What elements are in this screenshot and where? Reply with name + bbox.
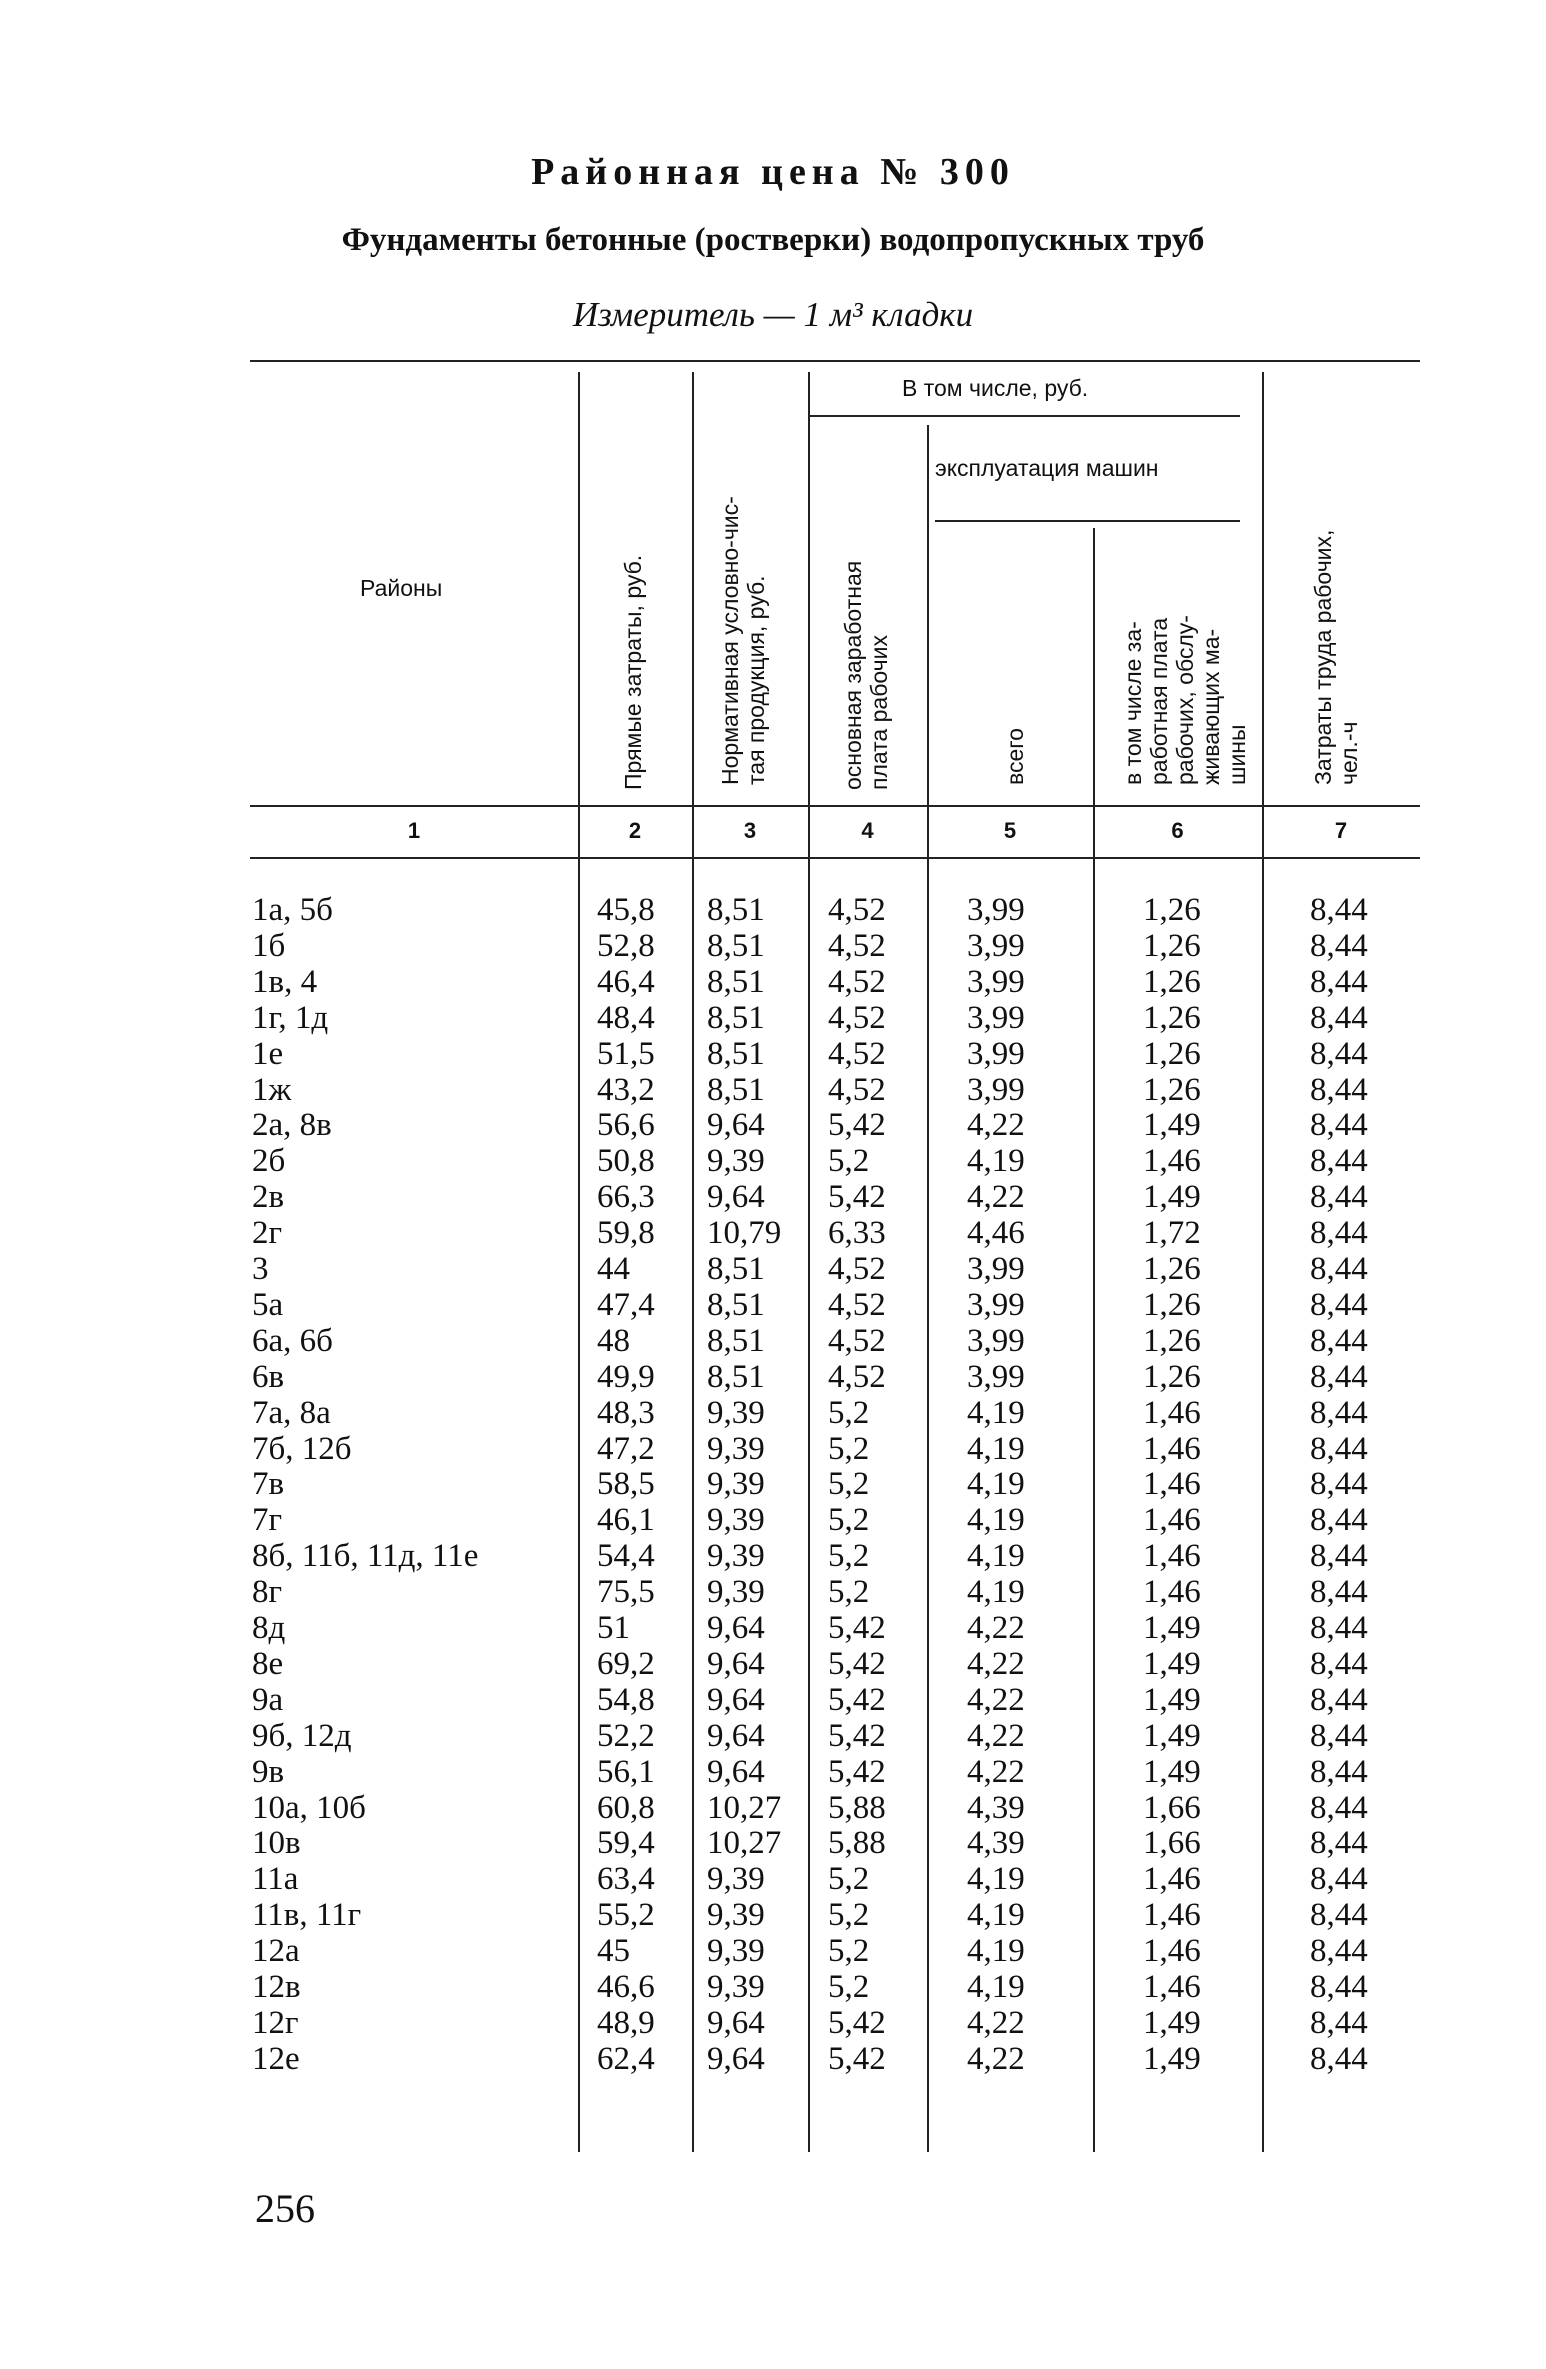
cell-labor-costs: 8,44 <box>1310 1681 1368 1718</box>
cell-region: 1е <box>252 1035 284 1072</box>
cell-labor-costs: 8,44 <box>1310 999 1368 1036</box>
cell-direct-costs: 54,8 <box>597 1681 655 1718</box>
col-divider-5 <box>1093 528 1095 2152</box>
cell-base-wage: 4,52 <box>828 963 886 1000</box>
cell-base-wage: 5,42 <box>828 1717 886 1754</box>
cell-labor-costs: 8,44 <box>1310 1071 1368 1108</box>
numbers-bottom-rule <box>250 857 1420 859</box>
cell-base-wage: 5,88 <box>828 1789 886 1826</box>
cell-machine-total: 4,22 <box>967 2004 1025 2041</box>
cell-machine-wage: 1,66 <box>1143 1789 1201 1826</box>
cell-labor-costs: 8,44 <box>1310 1286 1368 1323</box>
cell-machine-total: 3,99 <box>967 892 1025 928</box>
cell-region: 6в <box>252 1358 285 1395</box>
col-number-5: 5 <box>1003 818 1017 843</box>
header-including: В том числе, руб. <box>902 375 1089 401</box>
header-labor-costs: Затраты труда рабочих, чел.-ч <box>1310 529 1362 785</box>
cell-labor-costs: 8,44 <box>1310 1394 1368 1431</box>
cell-base-wage: 4,52 <box>828 1251 886 1287</box>
cell-machine-wage: 1,49 <box>1143 1107 1201 1144</box>
cell-region: 2б <box>252 1143 286 1180</box>
cell-machine-wage: 1,26 <box>1143 1322 1201 1359</box>
cell-region: 5а <box>252 1286 284 1323</box>
cell-machine-wage: 1,26 <box>1143 927 1201 964</box>
cell-labor-costs: 8,44 <box>1310 2040 1368 2077</box>
cell-net-product: 9,39 <box>707 1538 765 1575</box>
cell-net-product: 9,39 <box>707 1394 765 1431</box>
cell-direct-costs: 48,9 <box>597 2004 655 2041</box>
cell-region: 2а, 8в <box>252 1107 332 1144</box>
cell-machine-total: 3,99 <box>967 1071 1025 1108</box>
cell-net-product: 10,79 <box>707 1215 782 1252</box>
cell-net-product: 8,51 <box>707 1358 765 1395</box>
cell-machine-total: 4,19 <box>967 1394 1025 1431</box>
cell-labor-costs: 8,44 <box>1310 2004 1368 2041</box>
cell-machine-wage: 1,66 <box>1143 1825 1201 1862</box>
cell-labor-costs: 8,44 <box>1310 1466 1368 1503</box>
cell-machine-total: 4,19 <box>967 1502 1025 1539</box>
cell-region: 11в, 11г <box>252 1897 362 1934</box>
cell-base-wage: 5,2 <box>828 1143 870 1180</box>
cell-machine-total: 4,19 <box>967 1466 1025 1503</box>
cell-direct-costs: 45 <box>597 1933 630 1970</box>
cell-base-wage: 5,42 <box>828 2040 886 2077</box>
cell-base-wage: 5,2 <box>828 1969 870 2005</box>
cell-region: 3 <box>252 1251 269 1287</box>
cell-net-product: 10,27 <box>707 1825 782 1862</box>
cell-base-wage: 5,42 <box>828 1645 886 1682</box>
cell-machine-total: 3,99 <box>967 1035 1025 1072</box>
cell-machine-wage: 1,72 <box>1143 1215 1201 1252</box>
cell-net-product: 10,27 <box>707 1789 782 1826</box>
cell-region: 12в <box>252 1969 301 2005</box>
cell-base-wage: 5,2 <box>828 1933 870 1970</box>
cell-region: 9а <box>252 1681 284 1718</box>
cell-region: 1а, 5б <box>252 892 333 928</box>
col-number-7: 7 <box>1334 818 1348 843</box>
cell-machine-total: 3,99 <box>967 999 1025 1036</box>
cell-net-product: 9,64 <box>707 1179 765 1216</box>
cell-machine-total: 4,46 <box>967 1215 1025 1252</box>
cell-direct-costs: 48,4 <box>597 999 655 1036</box>
cell-net-product: 8,51 <box>707 1322 765 1359</box>
cell-base-wage: 5,88 <box>828 1825 886 1862</box>
cell-direct-costs: 52,8 <box>597 927 655 964</box>
col-number-3: 3 <box>743 818 757 843</box>
cell-direct-costs: 52,2 <box>597 1717 655 1754</box>
col-number-2: 2 <box>628 818 642 843</box>
cell-net-product: 9,39 <box>707 1933 765 1970</box>
cell-region: 7в <box>252 1466 285 1503</box>
cell-machine-wage: 1,46 <box>1143 1574 1201 1611</box>
cell-direct-costs: 46,1 <box>597 1502 655 1539</box>
cell-machine-wage: 1,46 <box>1143 1502 1201 1539</box>
col-divider-2 <box>692 372 694 2152</box>
cell-machine-total: 4,19 <box>967 1933 1025 1970</box>
header-direct-costs: Прямые затраты, руб. <box>620 554 646 790</box>
cell-base-wage: 5,2 <box>828 1861 870 1898</box>
cell-net-product: 9,39 <box>707 1430 765 1467</box>
header-including-wage: в том числе за- работная плата рабочих, обслу- живающих ма- шины <box>1120 615 1250 785</box>
cell-labor-costs: 8,44 <box>1310 963 1368 1000</box>
cell-machine-total: 4,19 <box>967 1574 1025 1611</box>
cell-labor-costs: 8,44 <box>1310 1969 1368 2005</box>
cell-labor-costs: 8,44 <box>1310 1538 1368 1575</box>
col-divider-1 <box>578 372 580 2152</box>
cell-region: 7г <box>252 1502 283 1539</box>
including-underline <box>810 415 1240 417</box>
cell-labor-costs: 8,44 <box>1310 1897 1368 1934</box>
cell-net-product: 9,64 <box>707 1753 765 1790</box>
cell-machine-total: 4,19 <box>967 1969 1025 2005</box>
col-divider-4 <box>927 425 929 2152</box>
cell-machine-wage: 1,46 <box>1143 1394 1201 1431</box>
cell-machine-total: 4,19 <box>967 1861 1025 1898</box>
cell-region: 9в <box>252 1753 285 1790</box>
cell-base-wage: 4,52 <box>828 927 886 964</box>
cell-labor-costs: 8,44 <box>1310 1717 1368 1754</box>
cell-direct-costs: 56,1 <box>597 1753 655 1790</box>
cell-machine-wage: 1,49 <box>1143 1645 1201 1682</box>
cell-direct-costs: 69,2 <box>597 1645 655 1682</box>
cell-net-product: 9,64 <box>707 1681 765 1718</box>
cell-base-wage: 5,42 <box>828 1107 886 1144</box>
cell-machine-wage: 1,26 <box>1143 963 1201 1000</box>
machines-underline <box>935 520 1240 522</box>
cell-machine-wage: 1,46 <box>1143 1897 1201 1934</box>
cell-labor-costs: 8,44 <box>1310 1825 1368 1862</box>
cell-direct-costs: 50,8 <box>597 1143 655 1180</box>
cell-direct-costs: 59,4 <box>597 1825 655 1862</box>
cell-machine-wage: 1,46 <box>1143 1969 1201 2005</box>
cell-net-product: 8,51 <box>707 1071 765 1108</box>
cell-labor-costs: 8,44 <box>1310 1933 1368 1970</box>
cell-base-wage: 5,2 <box>828 1430 870 1467</box>
page-number: 256 <box>255 2186 315 2231</box>
cell-machine-total: 4,22 <box>967 1717 1025 1754</box>
cell-region: 8е <box>252 1645 284 1682</box>
cell-machine-wage: 1,49 <box>1143 1610 1201 1646</box>
cell-direct-costs: 48,3 <box>597 1394 655 1431</box>
cell-machine-wage: 1,26 <box>1143 1035 1201 1072</box>
cell-machine-total: 4,22 <box>967 1610 1025 1646</box>
header-bottom-rule <box>250 805 1420 807</box>
cell-machine-total: 3,99 <box>967 1286 1025 1323</box>
cell-base-wage: 4,52 <box>828 1071 886 1108</box>
cell-region: 8г <box>252 1574 283 1611</box>
cell-region: 2в <box>252 1179 285 1216</box>
cell-region: 6а, 6б <box>252 1322 333 1359</box>
cell-labor-costs: 8,44 <box>1310 927 1368 964</box>
cell-base-wage: 6,33 <box>828 1215 886 1252</box>
cell-base-wage: 5,2 <box>828 1897 870 1934</box>
cell-base-wage: 5,42 <box>828 1179 886 1216</box>
cell-machine-total: 4,19 <box>967 1538 1025 1575</box>
cell-base-wage: 4,52 <box>828 1322 886 1359</box>
cell-machine-total: 4,22 <box>967 1107 1025 1144</box>
cell-labor-costs: 8,44 <box>1310 1753 1368 1790</box>
cell-base-wage: 4,52 <box>828 1035 886 1072</box>
cell-machine-total: 3,99 <box>967 1358 1025 1395</box>
cell-machine-total: 3,99 <box>967 927 1025 964</box>
cell-region: 1б <box>252 927 286 964</box>
cell-direct-costs: 59,8 <box>597 1215 655 1252</box>
cell-machine-wage: 1,46 <box>1143 1861 1201 1898</box>
col-number-4: 4 <box>861 818 874 843</box>
cell-net-product: 9,39 <box>707 1143 765 1180</box>
cell-machine-total: 3,99 <box>967 1322 1025 1359</box>
col-number-6: 6 <box>1171 818 1184 843</box>
header-net-product: Нормативная условно-чис- тая продукция, руб. <box>717 496 769 785</box>
cell-machine-wage: 1,26 <box>1143 892 1201 928</box>
cell-region: 10в <box>252 1825 301 1862</box>
cell-direct-costs: 46,6 <box>597 1969 655 2005</box>
cell-labor-costs: 8,44 <box>1310 1251 1368 1287</box>
cell-labor-costs: 8,44 <box>1310 1574 1368 1611</box>
cell-region: 10а, 10б <box>252 1789 366 1826</box>
cell-base-wage: 4,52 <box>828 999 886 1036</box>
cell-direct-costs: 63,4 <box>597 1861 655 1898</box>
cell-direct-costs: 45,8 <box>597 892 655 928</box>
cell-labor-costs: 8,44 <box>1310 1610 1368 1646</box>
cell-net-product: 8,51 <box>707 999 765 1036</box>
col-number-1: 1 <box>407 818 421 843</box>
cell-direct-costs: 58,5 <box>597 1466 655 1503</box>
cell-direct-costs: 49,9 <box>597 1358 655 1395</box>
cell-machine-total: 3,99 <box>967 1251 1025 1287</box>
cell-machine-wage: 1,49 <box>1143 1753 1201 1790</box>
cell-machine-wage: 1,46 <box>1143 1538 1201 1575</box>
cell-labor-costs: 8,44 <box>1310 1789 1368 1826</box>
cell-machine-wage: 1,46 <box>1143 1933 1201 1970</box>
cell-net-product: 8,51 <box>707 1035 765 1072</box>
cell-machine-total: 4,22 <box>967 2040 1025 2077</box>
header-machine-operation: эксплуатация машин <box>935 455 1159 481</box>
header-regions: Районы <box>360 575 443 601</box>
cell-direct-costs: 56,6 <box>597 1107 655 1144</box>
unit-of-measure: Измеритель — 1 м³ кладки <box>572 295 974 334</box>
section-subtitle: Фундаменты бетонные (ростверки) водопропускных труб <box>341 222 1205 258</box>
cell-direct-costs: 75,5 <box>597 1574 655 1611</box>
cell-labor-costs: 8,44 <box>1310 1107 1368 1144</box>
cell-net-product: 9,64 <box>707 2004 765 2041</box>
cell-region: 12г <box>252 2004 299 2041</box>
cell-region: 2г <box>252 1215 283 1252</box>
table-top-rule <box>250 360 1420 362</box>
cell-machine-wage: 1,26 <box>1143 999 1201 1036</box>
cell-region: 1г, 1д <box>252 999 329 1036</box>
cell-base-wage: 5,2 <box>828 1466 870 1503</box>
cell-base-wage: 5,2 <box>828 1538 870 1575</box>
cell-base-wage: 5,2 <box>828 1394 870 1431</box>
cell-labor-costs: 8,44 <box>1310 1502 1368 1539</box>
cell-machine-total: 4,19 <box>967 1430 1025 1467</box>
cell-labor-costs: 8,44 <box>1310 1430 1368 1467</box>
cell-machine-total: 4,22 <box>967 1753 1025 1790</box>
cell-direct-costs: 51,5 <box>597 1035 655 1072</box>
cell-direct-costs: 66,3 <box>597 1179 655 1216</box>
cell-direct-costs: 46,4 <box>597 963 655 1000</box>
cell-region: 1в, 4 <box>252 963 318 1000</box>
cell-machine-wage: 1,49 <box>1143 2040 1201 2077</box>
cell-machine-total: 4,22 <box>967 1645 1025 1682</box>
cell-machine-wage: 1,26 <box>1143 1358 1201 1395</box>
cell-direct-costs: 43,2 <box>597 1071 655 1108</box>
cell-region: 8д <box>252 1610 286 1646</box>
cell-direct-costs: 47,2 <box>597 1430 655 1467</box>
cell-base-wage: 5,42 <box>828 1610 886 1646</box>
cell-net-product: 9,39 <box>707 1502 765 1539</box>
cell-labor-costs: 8,44 <box>1310 892 1368 928</box>
cell-machine-wage: 1,26 <box>1143 1286 1201 1323</box>
col-divider-6 <box>1262 372 1264 2152</box>
cell-direct-costs: 60,8 <box>597 1789 655 1826</box>
cell-base-wage: 4,52 <box>828 1358 886 1395</box>
cell-direct-costs: 51 <box>597 1610 630 1646</box>
cell-labor-costs: 8,44 <box>1310 1179 1368 1216</box>
cell-machine-total: 3,99 <box>967 963 1025 1000</box>
cell-machine-total: 4,19 <box>967 1143 1025 1180</box>
cell-net-product: 9,64 <box>707 2040 765 2077</box>
cell-machine-total: 4,39 <box>967 1825 1025 1862</box>
col-divider-3 <box>808 372 810 2152</box>
cell-machine-wage: 1,49 <box>1143 2004 1201 2041</box>
cell-region: 7б, 12б <box>252 1430 352 1467</box>
cell-region: 12е <box>252 2040 300 2077</box>
cell-net-product: 8,51 <box>707 1251 765 1287</box>
cell-labor-costs: 8,44 <box>1310 1143 1368 1180</box>
cell-net-product: 9,39 <box>707 1897 765 1934</box>
cell-labor-costs: 8,44 <box>1310 1035 1368 1072</box>
cell-labor-costs: 8,44 <box>1310 1358 1368 1395</box>
cell-machine-wage: 1,49 <box>1143 1681 1201 1718</box>
cell-labor-costs: 8,44 <box>1310 1645 1368 1682</box>
cell-labor-costs: 8,44 <box>1310 1322 1368 1359</box>
cell-net-product: 9,39 <box>707 1861 765 1898</box>
cell-machine-wage: 1,26 <box>1143 1071 1201 1108</box>
cell-net-product: 8,51 <box>707 927 765 964</box>
cell-labor-costs: 8,44 <box>1310 1861 1368 1898</box>
cell-direct-costs: 54,4 <box>597 1538 655 1575</box>
cell-direct-costs: 47,4 <box>597 1286 655 1323</box>
header-base-wage: основная заработная плата рабочих <box>840 560 892 790</box>
cell-direct-costs: 48 <box>597 1322 630 1359</box>
cell-base-wage: 5,42 <box>828 1681 886 1718</box>
cell-net-product: 9,39 <box>707 1466 765 1503</box>
cell-machine-wage: 1,49 <box>1143 1717 1201 1754</box>
cell-net-product: 8,51 <box>707 963 765 1000</box>
cell-machine-wage: 1,49 <box>1143 1179 1201 1216</box>
cell-machine-total: 4,39 <box>967 1789 1025 1826</box>
cell-region: 12а <box>252 1933 300 1970</box>
cell-direct-costs: 44 <box>597 1251 630 1287</box>
cell-direct-costs: 62,4 <box>597 2040 655 2077</box>
cell-net-product: 9,64 <box>707 1645 765 1682</box>
cell-base-wage: 4,52 <box>828 892 886 928</box>
cell-machine-total: 4,19 <box>967 1897 1025 1934</box>
cell-base-wage: 5,2 <box>828 1502 870 1539</box>
cell-machine-wage: 1,26 <box>1143 1251 1201 1287</box>
header-total: всего <box>1002 728 1028 785</box>
cell-machine-total: 4,22 <box>967 1681 1025 1718</box>
cell-net-product: 9,64 <box>707 1610 765 1646</box>
cell-machine-wage: 1,46 <box>1143 1430 1201 1467</box>
price-title: Районная цена № 300 <box>531 151 1015 193</box>
cell-region: 1ж <box>252 1071 292 1108</box>
cell-machine-wage: 1,46 <box>1143 1143 1201 1180</box>
cell-net-product: 9,64 <box>707 1717 765 1754</box>
cell-net-product: 9,64 <box>707 1107 765 1144</box>
cell-region: 9б, 12д <box>252 1717 352 1754</box>
cell-direct-costs: 55,2 <box>597 1897 655 1934</box>
cell-net-product: 8,51 <box>707 892 765 928</box>
cell-net-product: 9,39 <box>707 1969 765 2005</box>
cell-base-wage: 5,42 <box>828 2004 886 2041</box>
cell-region: 7а, 8а <box>252 1394 331 1431</box>
cell-base-wage: 4,52 <box>828 1286 886 1323</box>
cell-machine-total: 4,22 <box>967 1179 1025 1216</box>
cell-region: 11а <box>252 1861 299 1898</box>
cell-labor-costs: 8,44 <box>1310 1215 1368 1252</box>
cell-net-product: 8,51 <box>707 1286 765 1323</box>
cell-base-wage: 5,42 <box>828 1753 886 1790</box>
cell-base-wage: 5,2 <box>828 1574 870 1611</box>
cell-region: 8б, 11б, 11д, 11е <box>252 1538 479 1575</box>
cell-machine-wage: 1,46 <box>1143 1466 1201 1503</box>
cell-net-product: 9,39 <box>707 1574 765 1611</box>
